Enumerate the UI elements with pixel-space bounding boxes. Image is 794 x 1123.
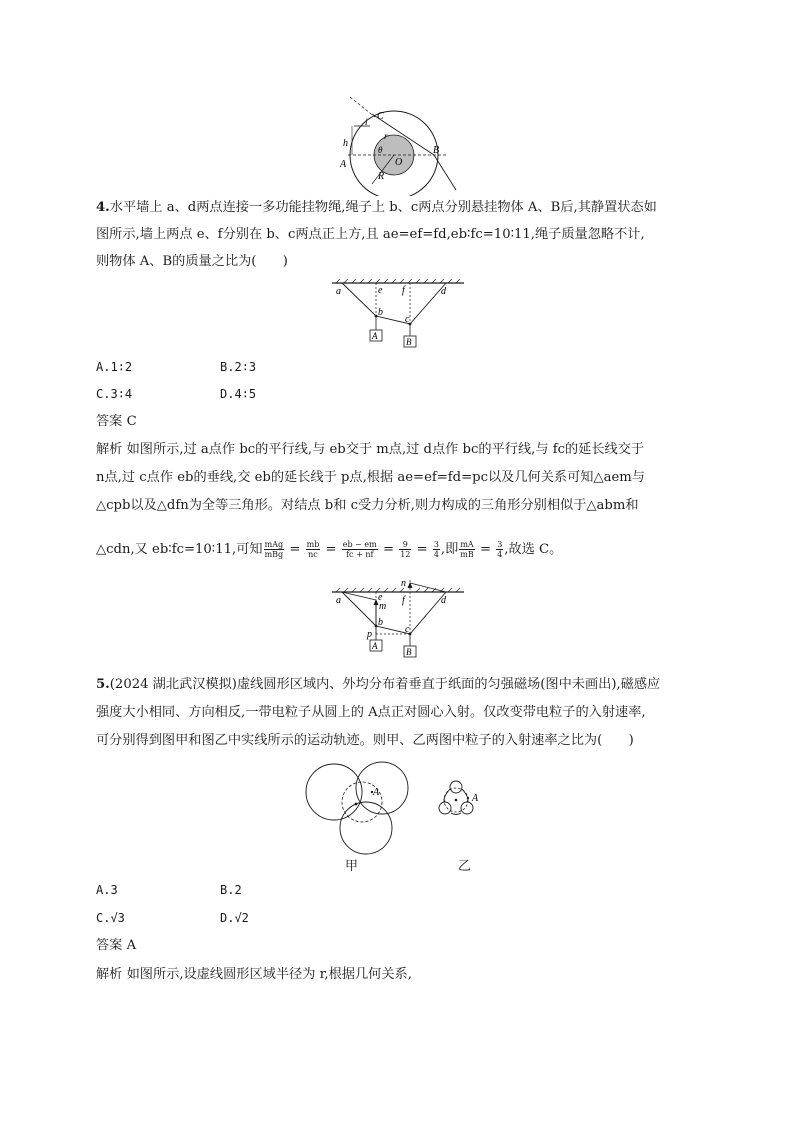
frac6-den: mB — [460, 550, 474, 559]
label-A: A — [340, 159, 347, 170]
frac7-den: 4 — [497, 550, 503, 559]
label-a: a — [336, 595, 341, 606]
frac-ma-mb — [459, 540, 474, 559]
label-d: d — [441, 595, 446, 606]
wall-hatch — [336, 279, 460, 283]
label-A-yi: A — [472, 793, 479, 804]
q4-solution-line4: △cdn,又 eb∶fc=10∶11,可知 $\frac{\text{mAg}}{\text{mBg}}$ = $\frac{mb}{nc}$ = $\frac{eb - em}{fc + nf}$ = $\frac{9}{12}$ = $\frac{3}{4}$ ,即 $\frac{mA}{mB}$ = $\frac{3}{4}$ ,故选 C。 — [96, 540, 563, 559]
q4-solution-line3: △cpb以及△dfn为全等三角形。对结点 b和 c受力分析,则力构成的三角形分别相似于△abm和 — [96, 498, 639, 513]
label-b: b — [378, 617, 383, 628]
frac6-num: mA — [460, 540, 474, 549]
label-block-B: B — [406, 647, 412, 657]
frac3-den: fc + nf — [346, 550, 374, 559]
label-c: c — [405, 624, 410, 635]
frac2-num: mb — [306, 540, 320, 549]
orbit-figure-yi — [432, 778, 492, 826]
knot-b — [375, 315, 378, 318]
label-block-A: A — [372, 331, 378, 341]
q4-options-row1 — [96, 358, 257, 376]
label-f: f — [402, 285, 405, 296]
q4-option-c[interactable]: C.3∶4 — [96, 387, 133, 401]
q4-stem-line2: 图所示,墙上两点 e、f分别在 b、c两点正上方,且 ae=ef=fd,eb∶fc=10∶11,绳子质量忽略不计, — [96, 227, 645, 242]
frac-mb-nc — [306, 540, 321, 559]
label-theta: θ — [378, 145, 383, 155]
frac2-den: nc — [308, 550, 318, 559]
orbit-lobe-top — [450, 781, 462, 793]
frac-9-12 — [399, 540, 411, 559]
knot-b — [375, 625, 378, 628]
label-f: f — [402, 595, 405, 606]
q5-number: 5. — [96, 677, 110, 692]
caption-yi: 乙 — [458, 859, 472, 874]
q4-option-b[interactable]: B.2∶3 — [220, 360, 257, 374]
frac4-den: 12 — [400, 550, 411, 559]
q4-solution-line2: n点,过 c点作 eb的垂线,交 eb的延长线于 p点,根据 ae=ef=fd=pc以及几何关系可知△aem与 — [96, 470, 645, 485]
q5-option-c[interactable]: C.√3 — [96, 911, 125, 925]
rope — [342, 283, 446, 324]
normal-line — [350, 97, 375, 117]
arrowhead-n — [408, 582, 413, 588]
q5-options-row2 — [96, 909, 249, 927]
q5-options-row1 — [96, 881, 242, 899]
orbit-circle-bottom — [340, 802, 392, 854]
q5-stem-text1: (2024 湖北武汉模拟)虚线圆形区域内、外均分布着垂直于纸面的匀强磁场(图中未画出),磁感应 — [109, 677, 661, 692]
q5-option-a[interactable]: A.3 — [96, 883, 118, 897]
q5-option-b[interactable]: B.2 — [220, 883, 242, 897]
q4-option-d[interactable]: D.4∶5 — [220, 387, 257, 401]
label-d: d — [441, 286, 446, 297]
q5-option-d[interactable]: D.√2 — [220, 911, 249, 925]
label-r: r — [384, 131, 388, 141]
label-block-A: A — [372, 641, 378, 651]
orbit-figure-jia — [300, 758, 410, 860]
label-O: O — [395, 157, 403, 168]
q4-stem-line1 — [96, 199, 657, 217]
label-B: B — [433, 145, 440, 156]
orbit-circle-left — [306, 764, 362, 820]
q4-stem-text1: 水平墙上 a、d两点连接一多功能挂物绳,绳子上 b、c两点分别悬挂物体 A、B后,其静置状态如 — [109, 200, 657, 215]
label-C: C — [377, 111, 384, 122]
frac-3-4-b — [496, 540, 503, 559]
frac4-num: 9 — [399, 540, 411, 550]
frac7-num: 3 — [497, 540, 503, 549]
label-a: a — [336, 286, 341, 297]
label-R: R — [378, 171, 385, 182]
label-h: h — [343, 138, 348, 149]
center-dot — [355, 803, 358, 806]
frac-eb-fc — [342, 540, 378, 559]
label-A-jia: A — [373, 787, 380, 798]
frac5-den: 4 — [433, 550, 439, 559]
point-A — [467, 797, 469, 799]
label-block-B: B — [406, 337, 412, 347]
line-am — [342, 592, 376, 600]
q4-answer: 答案 C — [96, 414, 137, 429]
frac-mag-mbg — [264, 540, 285, 559]
label-n: n — [401, 578, 406, 589]
q4-option-a[interactable]: A.1∶2 — [96, 360, 133, 374]
q4-number: 4. — [96, 200, 110, 215]
frac3-num: eb − em — [342, 540, 377, 549]
q5-stem-line1 — [96, 676, 660, 694]
frac1-den: mBg — [264, 550, 284, 559]
label-c: c — [405, 314, 410, 325]
q5-stem-line3: 可分别得到图甲和图乙中实线所示的运动轨迹。则甲、乙两图中粒子的入射速率之比为( ) — [96, 733, 634, 748]
q4-solution-line1: 解析 如图所示,过 a点作 bc的平行线,与 eb交于 m点,过 d点作 bc的平行线,与 fc的延长线交于 — [96, 442, 645, 457]
rope — [342, 592, 446, 634]
frac-3-4-a — [433, 540, 440, 559]
label-b: b — [378, 307, 383, 318]
q5-solution-line1: 解析 如图所示,设虚线圆形区域半径为 r,根据几何关系, — [96, 967, 412, 982]
label-p: p — [367, 629, 372, 640]
label-e: e — [378, 285, 383, 296]
frac5-num: 3 — [433, 540, 439, 549]
exit-ray — [434, 155, 456, 190]
q4-options-row2 — [96, 385, 257, 403]
center-dot — [455, 799, 458, 802]
line-dn — [410, 583, 446, 592]
optics-circle-figure — [330, 92, 470, 196]
label-m: m — [379, 601, 387, 612]
q4-stem-line3: 则物体 A、B的质量之比为( ) — [96, 254, 288, 269]
q5-stem-line2: 强度大小相同、方向相反,一带电粒子从圆上的 A点正对圆心入射。仅改变带电粒子的入射速率, — [96, 705, 646, 720]
rope-figure-2 — [328, 576, 468, 662]
frac1-num: mAg — [264, 540, 284, 549]
rope-figure-1 — [328, 278, 468, 352]
caption-jia: 甲 — [345, 859, 359, 874]
orbit-circle-right — [356, 762, 408, 814]
label-e: e — [378, 592, 383, 603]
q5-answer: 答案 A — [96, 938, 137, 953]
q4-solution-text-c: ,故选 C。 — [504, 542, 563, 557]
q4-solution-text-a: △cdn,又 eb∶fc=10∶11,可知 — [96, 542, 263, 557]
label-i: i — [365, 117, 368, 127]
q4-solution-text-b: ,即 — [440, 542, 459, 557]
